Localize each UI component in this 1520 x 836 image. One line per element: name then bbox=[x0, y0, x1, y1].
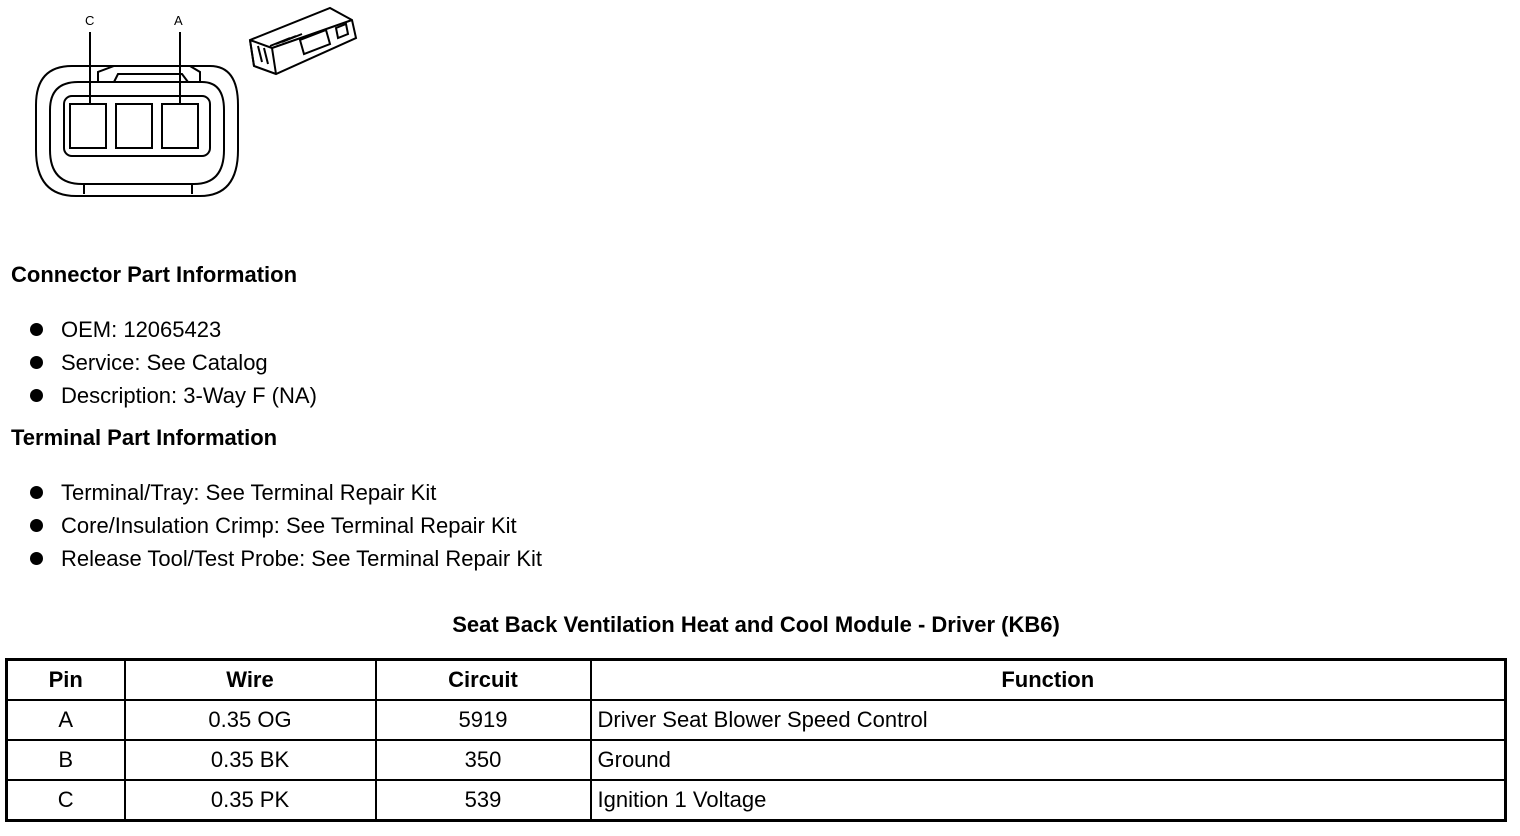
cell-wire: 0.35 BK bbox=[125, 740, 376, 780]
cell-function: Driver Seat Blower Speed Control bbox=[591, 700, 1506, 740]
cell-function: Ground bbox=[591, 740, 1506, 780]
column-header-pin: Pin bbox=[7, 660, 125, 701]
terminal-part-info-list bbox=[30, 476, 542, 575]
cell-pin: C bbox=[7, 780, 125, 821]
list-item bbox=[30, 313, 317, 346]
cell-wire: 0.35 PK bbox=[125, 780, 376, 821]
bullet-icon bbox=[30, 356, 43, 369]
connector-housing-outer bbox=[36, 66, 238, 196]
column-header-circuit: Circuit bbox=[376, 660, 591, 701]
cell-pin: A bbox=[7, 700, 125, 740]
table-row bbox=[7, 740, 1506, 780]
cell-circuit: 5919 bbox=[376, 700, 591, 740]
column-header-function: Function bbox=[591, 660, 1506, 701]
list-item-text: Terminal/Tray: See Terminal Repair Kit bbox=[61, 480, 437, 505]
pin-label-a: A bbox=[174, 13, 183, 28]
table-header-row bbox=[7, 660, 1506, 701]
list-item-text: Core/Insulation Crimp: See Terminal Repair Kit bbox=[61, 513, 517, 538]
pin-label-c: C bbox=[85, 13, 95, 28]
cell-pin: B bbox=[7, 740, 125, 780]
list-item-text: Release Tool/Test Probe: See Terminal Repair Kit bbox=[61, 546, 542, 571]
table-row bbox=[7, 780, 1506, 821]
bullet-icon bbox=[30, 552, 43, 565]
list-item-text: OEM: 12065423 bbox=[61, 317, 222, 342]
list-item-text: Service: See Catalog bbox=[61, 350, 268, 375]
connector-diagram bbox=[0, 0, 380, 210]
column-header-wire: Wire bbox=[125, 660, 376, 701]
cell-wire: 0.35 OG bbox=[125, 700, 376, 740]
list-item bbox=[30, 379, 317, 412]
cell-circuit: 539 bbox=[376, 780, 591, 821]
cell-circuit: 350 bbox=[376, 740, 591, 780]
list-item-text: Description: 3-Way F (NA) bbox=[61, 383, 317, 408]
bullet-icon bbox=[30, 389, 43, 402]
cavity-a bbox=[162, 104, 198, 148]
cell-function: Ignition 1 Voltage bbox=[591, 780, 1506, 821]
connector-part-info-list bbox=[30, 313, 317, 412]
pinout-table bbox=[5, 658, 1507, 822]
cavity-c bbox=[70, 104, 106, 148]
connector-lock-tab bbox=[84, 184, 192, 194]
bullet-icon bbox=[30, 323, 43, 336]
table-row bbox=[7, 700, 1506, 740]
connector-thumbnail-icon bbox=[250, 8, 356, 74]
list-item bbox=[30, 476, 542, 509]
cavity-b bbox=[116, 104, 152, 148]
connector-part-info-heading: Connector Part Information bbox=[11, 262, 298, 287]
list-item bbox=[30, 542, 542, 575]
list-item bbox=[30, 509, 542, 542]
bullet-icon bbox=[30, 486, 43, 499]
bullet-icon bbox=[30, 519, 43, 532]
list-item bbox=[30, 346, 317, 379]
table-title: Seat Back Ventilation Heat and Cool Module - Driver (KB6) bbox=[452, 612, 1060, 637]
terminal-part-info-heading: Terminal Part Information bbox=[11, 425, 278, 450]
